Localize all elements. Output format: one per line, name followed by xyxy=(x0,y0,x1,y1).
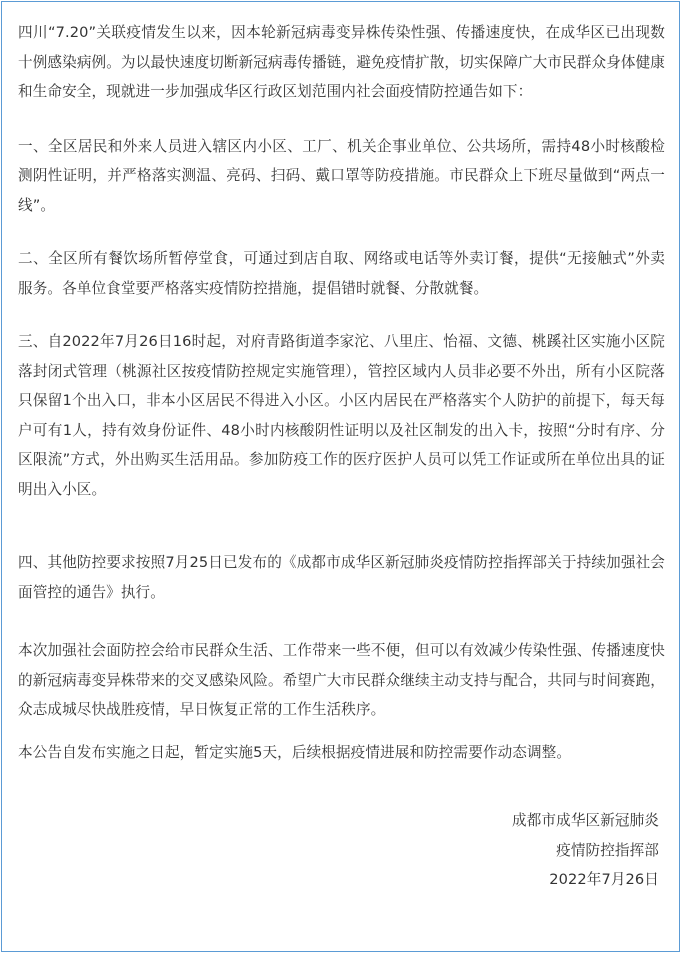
signature-org-line2: 疫情防控指挥部 xyxy=(556,841,659,859)
item-3-paragraph: 三、自2022年7月26日16时起，对府青路街道李家沱、八里庄、怡福、文德、桃蹊社区实施小区院落封闭式管理（桃源社区按疫情防控规定实施管理），管控区域内人员非必要不外出，所有小区院落只保留1个出入口，非本小区居民不得进入小区。小区内居民在严格落实个人防护的前提下，每天每户可有1人，持有效身份证件、48小时内核酸阴性证明以及社区制发的出入卡，按照“分时有序、分区限流”方式，外出购买生活用品。参加防疫工作的医疗医护人员可以凭工作证或所在单位出具的证明出入小区。 xyxy=(18,333,665,498)
item-1-paragraph: 一、全区居民和外来人员进入辖区内小区、工厂、机关企事业单位、公共场所，需持48小时核酸检测阴性证明，并严格落实测温、亮码、扫码、戴口罩等防疫措施。市民群众上下班尽量做到“两点一线”。 xyxy=(18,137,665,214)
signature-date: 2022年7月26日 xyxy=(549,871,659,888)
item-4-paragraph: 四、其他防控要求按照7月25日已发布的《成都市成华区新冠肺炎疫情防控指挥部关于持续加强社会面管控的通告》执行。 xyxy=(18,554,665,601)
notice-document xyxy=(1,1,680,952)
signature-block xyxy=(18,806,665,895)
effective-period-paragraph: 本公告自发布实施之日起，暂定实施5天，后续根据疫情进展和防控需要作动态调整。 xyxy=(18,743,572,761)
item-2-paragraph: 二、全区所有餐饮场所暂停堂食，可通过到店自取、网络或电话等外卖订餐，提供“无接触式”外卖服务。各单位食堂要严格落实疫情防控措施，提倡错时就餐、分散就餐。 xyxy=(18,250,665,297)
closing-paragraph: 本次加强社会面防控会给市民群众生活、工作带来一些不便，但可以有效减少传染性强、传播速度快的新冠病毒变异株带来的交叉感染风险。希望广大市民群众继续主动支持与配合，共同与时间赛跑，众志成城尽快战胜疫情，早日恢复正常的工作生活秩序。 xyxy=(18,642,665,718)
signature-org-line1: 成都市成华区新冠肺炎 xyxy=(512,812,659,829)
intro-paragraph: 四川“7.20”关联疫情发生以来，因本轮新冠病毒变异株传染性强、传播速度快，在成华区已出现数十例感染病例。为以最快速度切断新冠病毒传播链，避免疫情扩散，切实保障广大市民群众身体健康和生命安全，现就进一步加强成华区行政区划范围内社会面疫情防控通告如下： xyxy=(18,24,665,100)
